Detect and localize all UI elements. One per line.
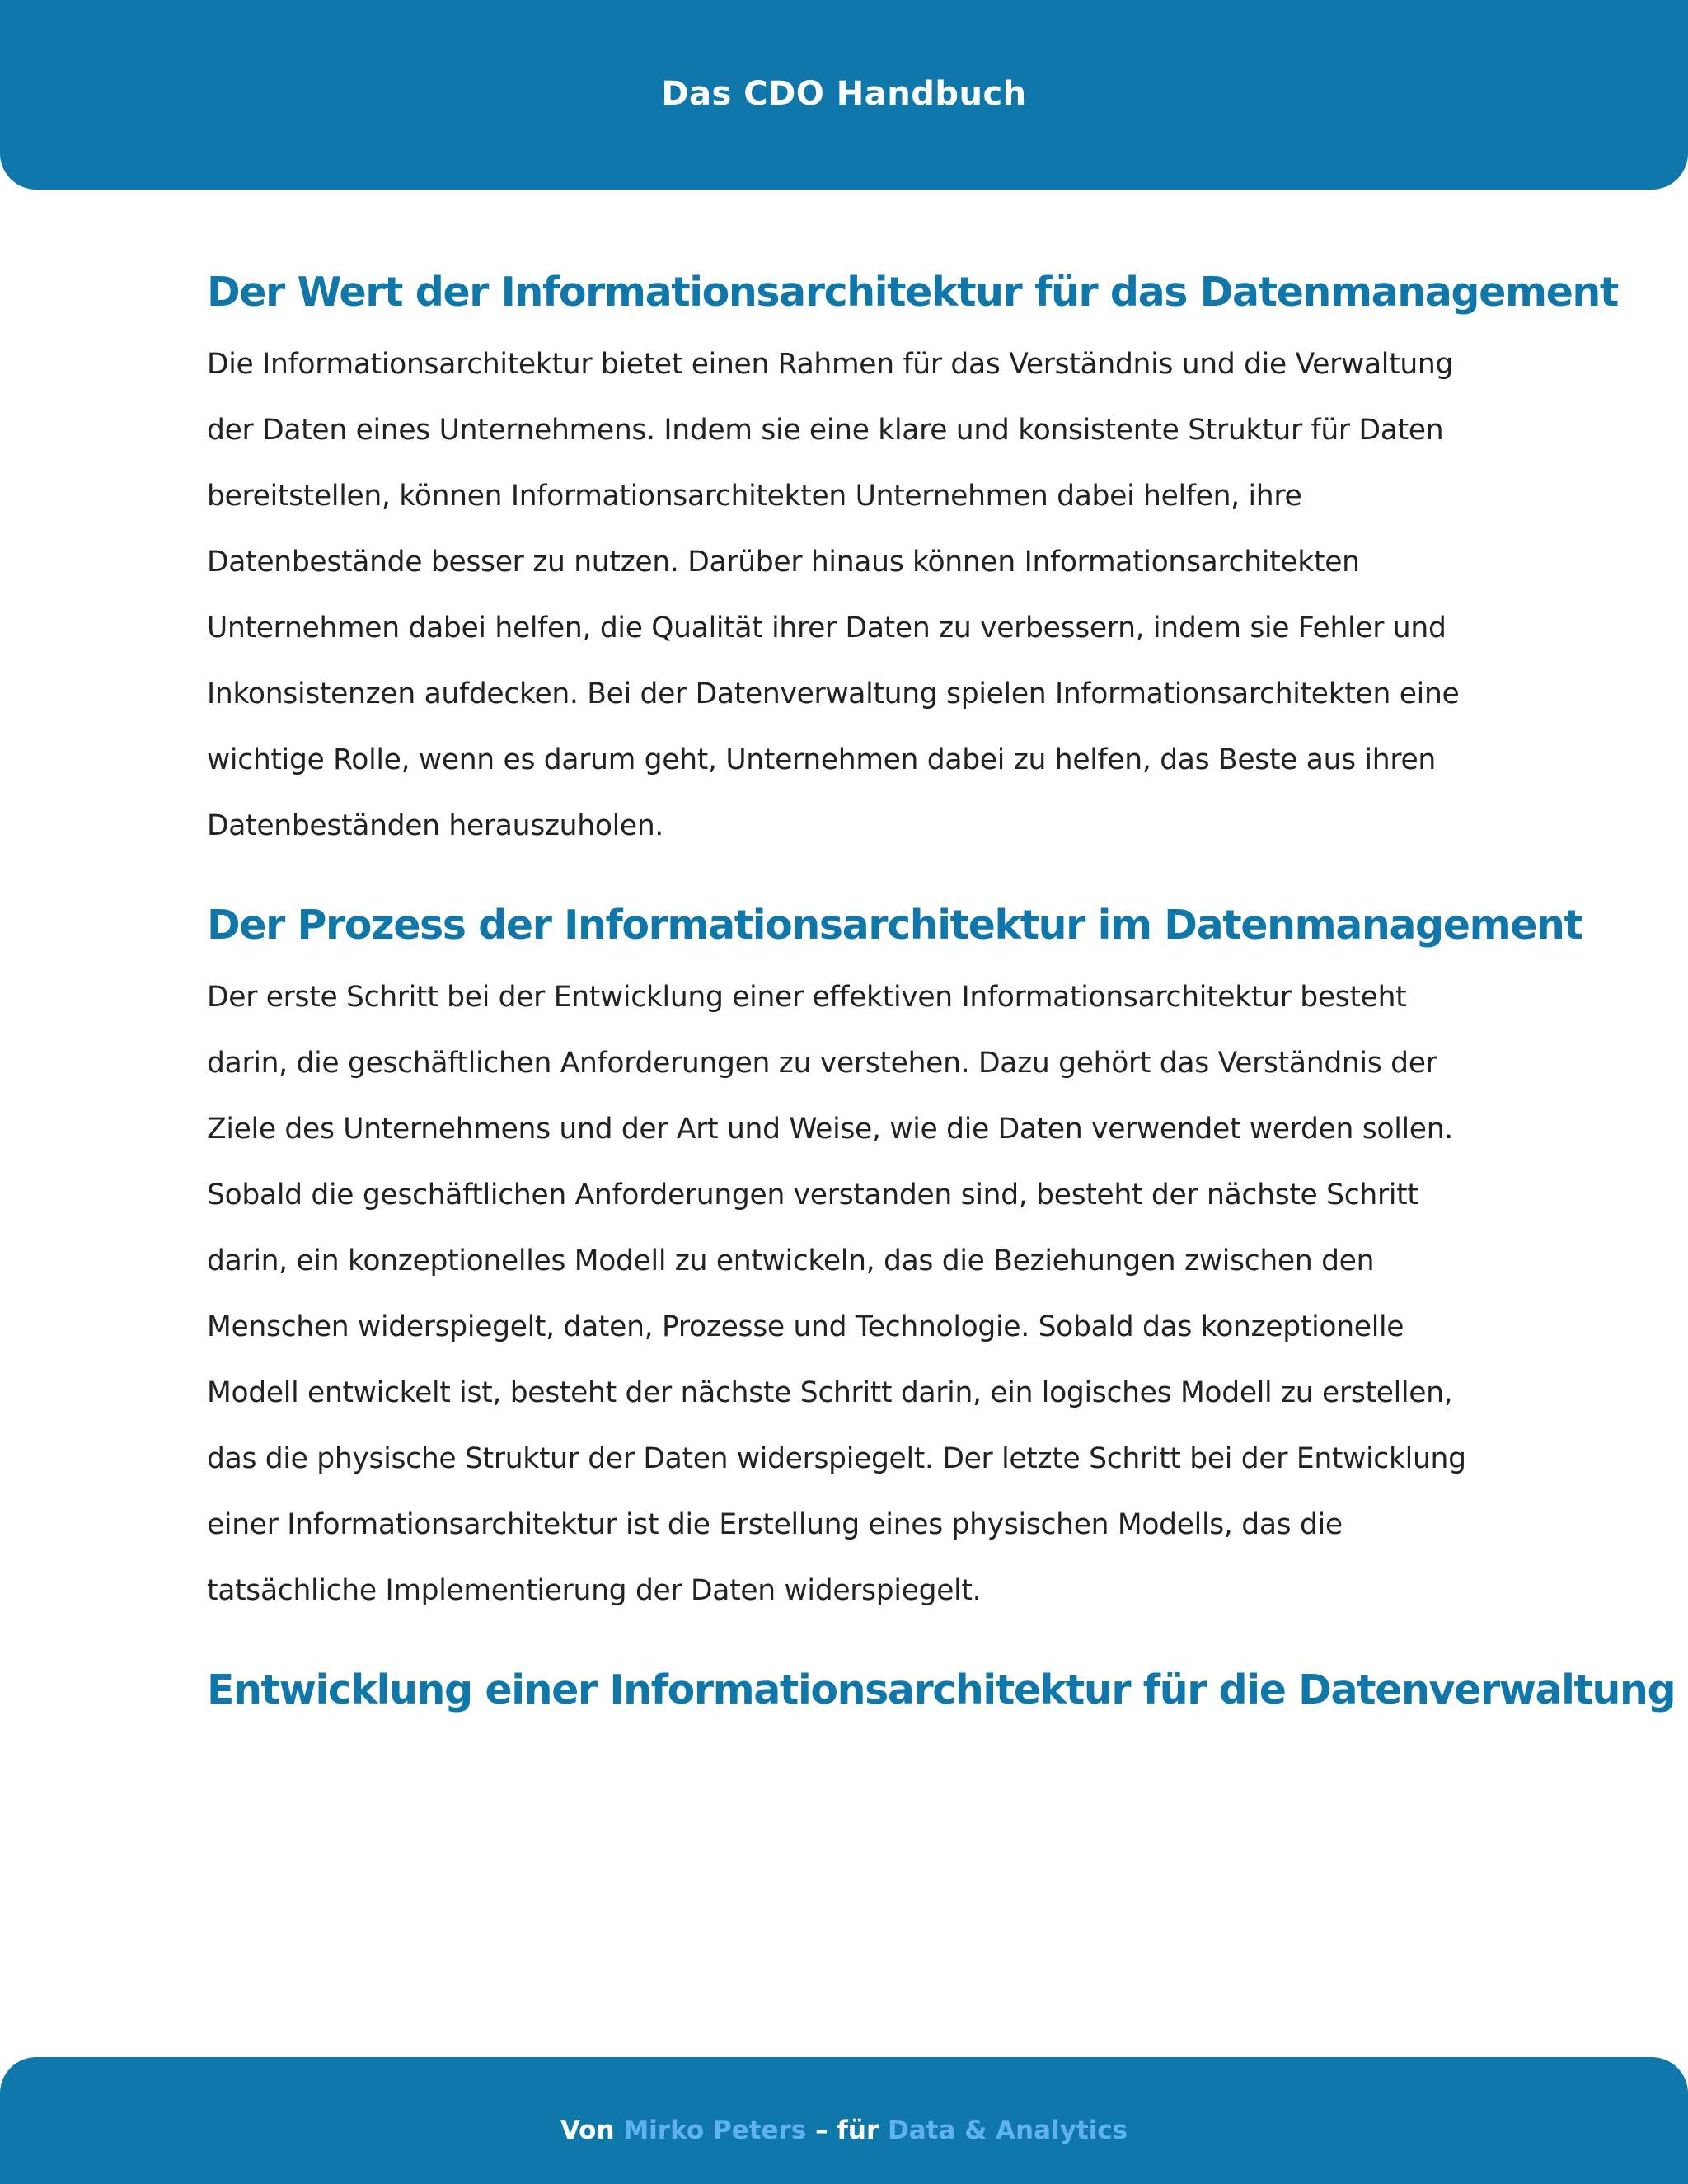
- footer-author: Mirko Peters: [623, 2116, 807, 2145]
- footer-organization: Data & Analytics: [888, 2116, 1128, 2145]
- section-paragraph: Der erste Schritt bei der Entwicklung einer effektiven Informationsarchitektur besteht darin, die geschäftlichen Anforderungen zu verstehen. Dazu gehört das Verständnis der Ziele des Unternehmens und der Art und Weise, wie die Daten verwendet werden sollen. Sobald die geschäftlichen Anforderungen verstanden sind, besteht der nächste Schritt darin, ein konzeptionelles Modell zu entwickeln, das die Beziehungen zwischen den Menschen widerspiegelt, daten, Prozesse und Technologie. Sobald das konzeptionelle Modell entwickelt ist, besteht der nächste Schritt darin, ein logisches Modell zu erstellen, das die physische Struktur der Daten widerspiegelt. Der letzte Schritt bei der Entwicklung einer Informationsarchitektur ist die Erstellung eines physischen Modells, das die tatsächliche Implementierung der Daten widerspiegelt.: [207, 981, 1466, 1607]
- section-development: [207, 1661, 1676, 1719]
- section-paragraph: Die Informationsarchitektur bietet einen Rahmen für das Verständnis und die Verwaltung der Daten eines Unternehmens. Indem sie eine klare und konsistente Struktur für Daten bereitstellen, können Informationsarchitekten Unternehmen dabei helfen, ihre Datenbestände besser zu nutzen. Darüber hinaus können Informationsarchitekten Unternehmen dabei helfen, die Qualität ihrer Daten zu verbessern, indem sie Fehler und Inkonsistenzen aufdecken. Bei der Datenverwaltung spielen Informationsarchitekten eine wichtige Rolle, wenn es darum geht, Unternehmen dabei zu helfen, das Beste aus ihren Datenbeständen herauszuholen.: [207, 348, 1460, 842]
- footer-credit: [560, 2116, 1128, 2145]
- main-content: [207, 264, 1676, 1757]
- footer-middle: – für: [815, 2116, 879, 2145]
- section-value: [207, 264, 1618, 859]
- section-heading: Entwicklung einer Informationsarchitektur für die Datenverwaltung: [207, 1666, 1676, 1713]
- footer-prefix: Von: [560, 2116, 615, 2145]
- section-heading: Der Wert der Informationsarchitektur für das Datenmanagement: [207, 269, 1618, 316]
- page-header: [0, 0, 1688, 190]
- page-footer: [0, 2057, 1688, 2184]
- document-title: Das CDO Handbuch: [661, 75, 1027, 113]
- section-heading: Der Prozess der Informationsarchitektur im Datenmanagement: [207, 902, 1582, 949]
- section-process: [207, 897, 1582, 1624]
